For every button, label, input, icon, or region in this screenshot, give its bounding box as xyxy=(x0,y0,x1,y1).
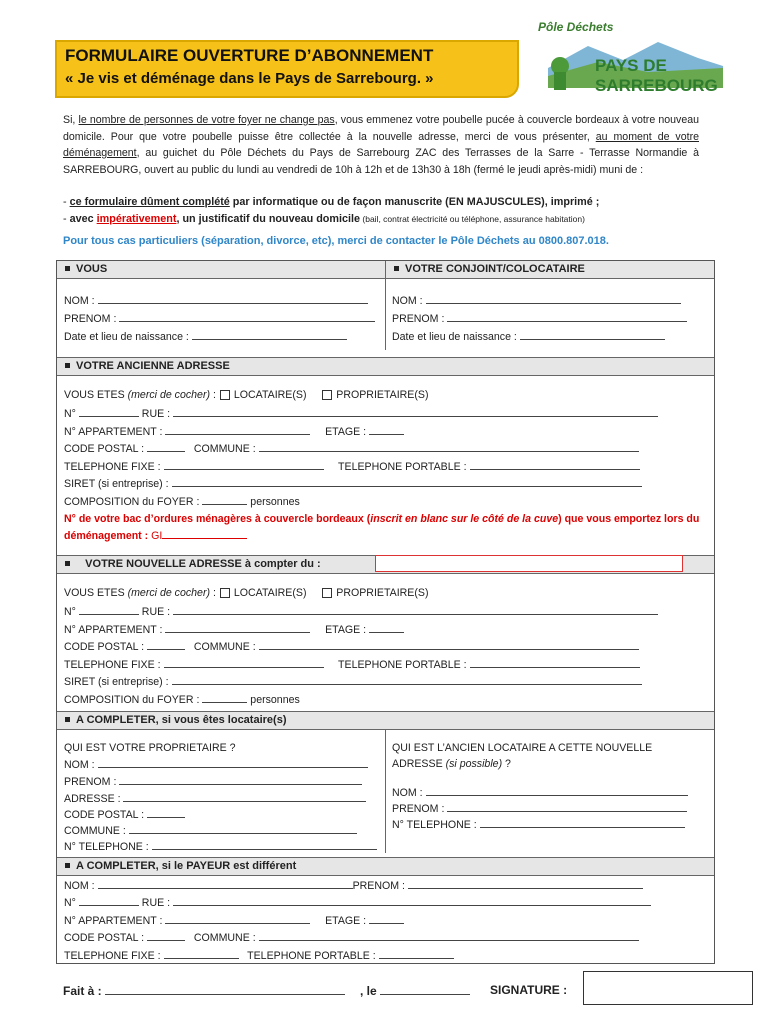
requirements-list: - ce formulaire dûment complété par informatique ou de façon manuscrite (EN MAJUSCULES), imprimé ; - avec impérativement, un justificatif du nouveau domicile (bail, contrat électricité ou téléphone, assurance habitation) xyxy=(63,196,600,225)
title-banner xyxy=(55,40,519,98)
ancien-locataire-label: QUI EST L’ANCIEN LOCATAIRE A CETTE NOUVELLE xyxy=(392,742,653,754)
vous-prenom-field[interactable]: PRENOM : xyxy=(64,312,375,325)
section-nouvelle-adresse: VOTRE NOUVELLE ADRESSE à compter du : xyxy=(57,555,714,574)
ancien-locataire-prenom-field[interactable]: PRENOM : xyxy=(392,802,687,815)
ancien-locataire-nom-field[interactable]: NOM : xyxy=(392,786,688,799)
ancienne-proprietaire-checkbox[interactable] xyxy=(322,390,332,400)
contact-note: Pour tous cas particuliers (séparation, divorce, etc), merci de contacter le Pôle Déchets au 0800.807.018. xyxy=(63,235,609,247)
fait-a-field[interactable]: Fait à : xyxy=(63,983,345,998)
nouvelle-siret-field[interactable]: SIRET (si entreprise) : xyxy=(64,675,642,688)
ancienne-appartement-field[interactable]: N° APPARTEMENT : ETAGE : xyxy=(64,425,404,438)
conjoint-naissance-field[interactable]: Date et lieu de naissance : xyxy=(392,330,665,343)
section-locataire: A COMPLETER, si vous êtes locataire(s) xyxy=(57,711,714,730)
form-subtitle: « Je vis et déménage dans le Pays de Sarrebourg. » xyxy=(65,70,434,87)
logo-text: PAYS DE SARREBOURG xyxy=(595,56,718,95)
ancienne-commune-field[interactable]: CODE POSTAL : COMMUNE : xyxy=(64,442,639,455)
vous-naissance-field[interactable]: Date et lieu de naissance : xyxy=(64,330,347,343)
nouvelle-appartement-field[interactable]: N° APPARTEMENT : ETAGE : xyxy=(64,623,404,636)
signature-label: SIGNATURE : xyxy=(490,983,568,997)
form-title: FORMULAIRE OUVERTURE D’ABONNEMENT xyxy=(65,46,434,65)
logo-subtitle: Pôle Déchets xyxy=(538,20,614,34)
proprio-adresse-field[interactable]: ADRESSE : xyxy=(64,792,366,805)
nouvelle-rue-field[interactable]: N° RUE : xyxy=(64,605,658,618)
nouvelle-proprietaire-checkbox[interactable] xyxy=(322,588,332,598)
conjoint-nom-field[interactable]: NOM : xyxy=(392,294,681,307)
nouvelle-locataire-checkbox[interactable] xyxy=(220,588,230,598)
payeur-appartement-field[interactable]: N° APPARTEMENT : ETAGE : xyxy=(64,914,404,927)
section-vous: VOUS xyxy=(57,261,385,279)
nouvelle-composition-field[interactable]: COMPOSITION du FOYER : personnes xyxy=(64,694,300,706)
nouvelle-statut: VOUS ETES (merci de cocher) : LOCATAIRE(S) PROPRIETAIRE(S) xyxy=(64,587,429,599)
proprio-telephone-field[interactable]: N° TELEPHONE : xyxy=(64,840,377,853)
proprio-code-postal-field[interactable]: CODE POSTAL : xyxy=(64,808,185,821)
proprio-prenom-field[interactable]: PRENOM : xyxy=(64,775,362,788)
proprio-commune-field[interactable]: COMMUNE : xyxy=(64,824,357,837)
form-box xyxy=(56,260,715,964)
section-ancienne-adresse: VOTRE ANCIENNE ADRESSE xyxy=(57,357,714,376)
date-field[interactable]: , le xyxy=(360,983,470,998)
proprio-nom-field[interactable]: NOM : xyxy=(64,758,368,771)
ancienne-rue-field[interactable]: N° RUE : xyxy=(64,407,658,420)
ancienne-siret-field[interactable]: SIRET (si entreprise) : xyxy=(64,477,642,490)
ancienne-statut: VOUS ETES (merci de cocher) : LOCATAIRE(S) PROPRIETAIRE(S) xyxy=(64,389,429,401)
bac-note: N° de votre bac d’ordures ménagères à couvercle bordeaux (inscrit en blanc sur le côté de la cuve) que vous emportez lors du déménagement : GI xyxy=(64,513,700,542)
conjoint-prenom-field[interactable]: PRENOM : xyxy=(392,312,687,325)
payeur-commune-field[interactable]: CODE POSTAL : COMMUNE : xyxy=(64,931,639,944)
ancienne-telephone-field[interactable]: TELEPHONE FIXE : TELEPHONE PORTABLE : xyxy=(64,460,640,473)
vous-nom-field[interactable]: NOM : xyxy=(64,294,368,307)
payeur-telephone-field[interactable]: TELEPHONE FIXE : TELEPHONE PORTABLE : xyxy=(64,949,454,962)
section-payeur: A COMPLETER, si le PAYEUR est différent xyxy=(57,857,714,876)
nouvelle-commune-field[interactable]: CODE POSTAL : COMMUNE : xyxy=(64,640,639,653)
ancienne-locataire-checkbox[interactable] xyxy=(220,390,230,400)
intro-paragraph: Si, le nombre de personnes de votre foyer ne change pas, vous emmenez votre poubelle pucée à couvercle bordeaux à votre nouveau domicile. Pour que votre poubelle puisse être collectée à la nouvelle adresse, merci de vous présenter, au moment de votre déménagement, au guichet du Pôle Déchets du Pays de Sarrebourg ZAC des Terrasses de la Sarre - Terrasse Normandie à SARREBOURG, ouvert au public du lundi au vendredi de 10h à 12h et de 13h30 à 18h (fermé le jeudi après-midi) muni de : xyxy=(63,114,700,176)
payeur-rue-field[interactable]: N° RUE : xyxy=(64,896,651,909)
ancien-locataire-telephone-field[interactable]: N° TELEPHONE : xyxy=(392,818,685,831)
section-conjoint: VOTRE CONJOINT/COLOCATAIRE xyxy=(386,261,714,279)
ancien-locataire-label-2: ADRESSE (si possible) ? xyxy=(392,758,511,770)
nouvelle-date-input[interactable] xyxy=(375,555,683,572)
ancienne-composition-field[interactable]: COMPOSITION du FOYER : personnes xyxy=(64,496,300,508)
nouvelle-telephone-field[interactable]: TELEPHONE FIXE : TELEPHONE PORTABLE : xyxy=(64,658,640,671)
payeur-nom-field[interactable]: NOM : PRENOM : xyxy=(64,879,643,892)
signature-box[interactable] xyxy=(583,971,753,1005)
qui-proprietaire-label: QUI EST VOTRE PROPRIETAIRE ? xyxy=(64,742,236,754)
